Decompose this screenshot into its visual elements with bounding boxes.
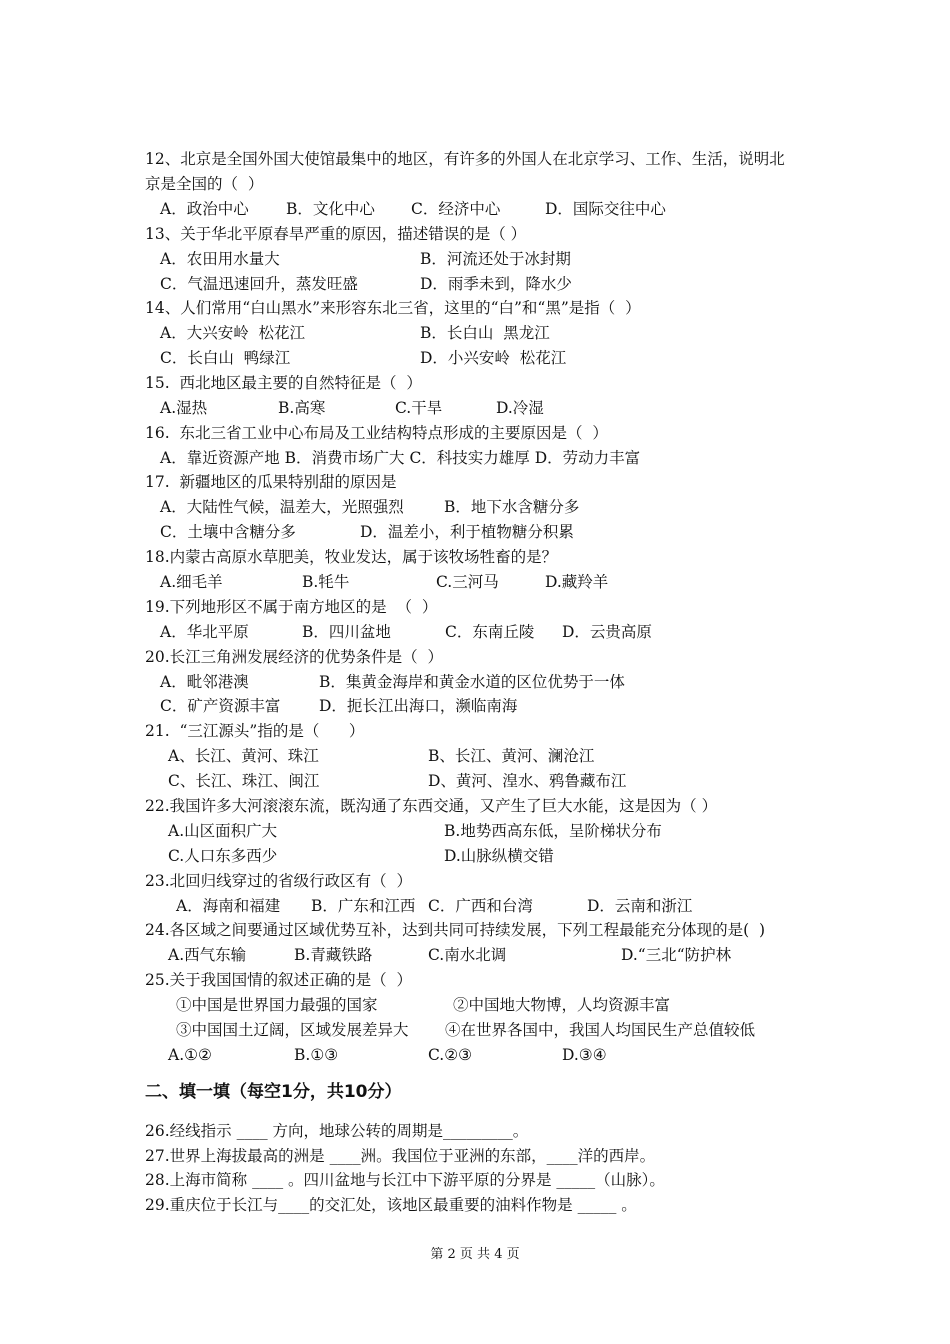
q20-option-b: B．集黄金海岸和黄金水道的区位优势于一体 <box>319 673 625 691</box>
q19-option-c: C．东南丘陵 <box>445 623 535 641</box>
q24-option-c: C.南水北调 <box>428 946 507 964</box>
q21-option-b: B、长江、黄河、澜沧江 <box>428 747 595 765</box>
q17-option-a: A．大陆性气候，温差大，光照强烈 <box>160 498 404 516</box>
q22-option-b: B.地势西高东低，呈阶梯状分布 <box>444 822 662 840</box>
q22-option-c: C.人口东多西少 <box>168 847 278 865</box>
q14-option-a: A．大兴安岭 松花江 <box>160 324 306 342</box>
q12-option-c: C．经济中心 <box>411 200 501 218</box>
q23-option-d: D．云南和浙江 <box>587 897 693 915</box>
q13-option-c: C．气温迅速回升，蒸发旺盛 <box>160 275 358 293</box>
question-15: 15. 西北地区最主要的自然特征是（ ） <box>145 374 422 392</box>
q20-option-d: D．扼长江出海口，濒临南海 <box>319 697 518 715</box>
q21-option-c: C、长江、珠江、闽江 <box>168 772 320 790</box>
q18-option-d: D.藏羚羊 <box>545 573 609 591</box>
q19-option-a: A．华北平原 <box>160 623 249 641</box>
q25-option-c: C.②③ <box>428 1046 473 1064</box>
q17-option-c: C．土壤中含糖分多 <box>160 523 296 541</box>
q14-option-b: B．长白山 黑龙江 <box>420 324 550 342</box>
q15-option-a: A.湿热 <box>160 399 208 417</box>
q12-option-a: A．政治中心 <box>160 200 249 218</box>
question-24: 24.各区域之间要通过区域优势互补，达到共同可持续发展，下列工程最能充分体现的是( ) <box>145 921 766 939</box>
q18-option-a: A.细毛羊 <box>160 573 223 591</box>
question-14: 14、人们常用“白山黑水”来形容东北三省，这里的“白”和“黑”是指（ ） <box>145 299 641 317</box>
q12-option-d: D．国际交往中心 <box>545 200 666 218</box>
q17-option-d: D．温差小，利于植物糖分积累 <box>360 523 574 541</box>
q19-option-d: D．云贵高原 <box>562 623 652 641</box>
q23-option-a: A．海南和福建 <box>176 897 281 915</box>
q22-option-d: D.山脉纵横交错 <box>444 847 554 865</box>
q25-statement-2: ②中国地大物博，人均资源丰富 <box>453 996 671 1014</box>
q13-option-a: A．农田用水量大 <box>160 250 280 268</box>
question-19: 19.下列地形区不属于南方地区的是 （ ） <box>145 598 438 616</box>
q16-options: A．靠近资源产地 B．消费市场广大 C．科技实力雄厚 D．劳动力丰富 <box>160 449 641 467</box>
q18-option-b: B.牦牛 <box>302 573 350 591</box>
question-27: 27.世界上海拔最高的洲是 ____洲。我国位于亚洲的东部，____洋的西岸。 <box>145 1147 656 1165</box>
q15-option-b: B.高寒 <box>278 399 326 417</box>
q25-statement-4: ④在世界各国中，我国人均国民生产总值较低 <box>445 1021 756 1039</box>
question-12-line-2: 京是全国的（ ） <box>145 175 264 193</box>
q22-option-a: A.山区面积广大 <box>168 822 278 840</box>
q25-option-a: A.①② <box>168 1046 212 1064</box>
q13-option-d: D．雨季未到，降水少 <box>420 275 572 293</box>
question-20: 20.长江三角洲发展经济的优势条件是（ ） <box>145 648 444 666</box>
q15-option-c: C.干旱 <box>395 399 443 417</box>
q19-option-b: B．四川盆地 <box>302 623 391 641</box>
question-29: 29.重庆位于长江与____的交汇处，该地区最重要的油料作物是 _____ 。 <box>145 1196 637 1214</box>
q25-option-b: B.①③ <box>294 1046 339 1064</box>
page-number-footer: 第 2 页 共 4 页 <box>430 1247 520 1262</box>
question-21: 21. “三江源头”指的是（ ） <box>145 722 365 740</box>
question-26: 26.经线指示 ____ 方向，地球公转的周期是_________。 <box>145 1122 529 1140</box>
q24-option-b: B.青藏铁路 <box>294 946 373 964</box>
q17-option-b: B．地下水含糖分多 <box>444 498 580 516</box>
q25-statement-1: ①中国是世界国力最强的国家 <box>176 996 378 1014</box>
question-13: 13、关于华北平原春旱严重的原因，描述错误的是（ ） <box>145 225 527 243</box>
section-2-title: 二、填一填（每空1分，共10分） <box>145 1082 402 1102</box>
question-22: 22.我国许多大河滚滚东流，既沟通了东西交通，又产生了巨大水能，这是因为（ ） <box>145 797 718 815</box>
q23-option-c: C．广西和台湾 <box>428 897 533 915</box>
q12-option-b: B．文化中心 <box>286 200 375 218</box>
q23-option-b: B．广东和江西 <box>311 897 416 915</box>
q20-option-c: C．矿产资源丰富 <box>160 697 281 715</box>
q21-option-d: D、黄河、湟水、鸦鲁藏布江 <box>428 772 627 790</box>
question-25: 25.关于我国国情的叙述正确的是（ ） <box>145 971 413 989</box>
q14-option-c: C．长白山 鸭绿江 <box>160 349 291 367</box>
q14-option-d: D．小兴安岭 松花江 <box>420 349 567 367</box>
question-17: 17. 新疆地区的瓜果特别甜的原因是 <box>145 473 397 491</box>
question-28: 28.上海市简称 ____ 。四川盆地与长江中下游平原的分界是 _____（山脉）。 <box>145 1171 665 1189</box>
q21-option-a: A、长江、黄河、珠江 <box>168 747 319 765</box>
q18-option-c: C.三河马 <box>436 573 499 591</box>
q24-option-d: D.“三北“防护林 <box>621 946 732 964</box>
q20-option-a: A．毗邻港澳 <box>160 673 249 691</box>
question-18: 18.内蒙古高原水草肥美，牧业发达，属于该牧场牲畜的是？ <box>145 548 558 566</box>
q24-option-a: A.西气东输 <box>168 946 247 964</box>
q25-statement-3: ③中国国土辽阔，区域发展差异大 <box>176 1021 409 1039</box>
question-23: 23.北回归线穿过的省级行政区有（ ） <box>145 872 413 890</box>
q25-option-d: D.③④ <box>562 1046 607 1064</box>
question-12-line-1: 12、北京是全国外国大使馆最集中的地区，有许多的外国人在北京学习、工作、生活，说明北 <box>145 150 785 168</box>
question-16: 16. 东北三省工业中心布局及工业结构特点形成的主要原因是（ ） <box>145 424 608 442</box>
q15-option-d: D.冷湿 <box>496 399 544 417</box>
q13-option-b: B．河流还处于冰封期 <box>420 250 571 268</box>
